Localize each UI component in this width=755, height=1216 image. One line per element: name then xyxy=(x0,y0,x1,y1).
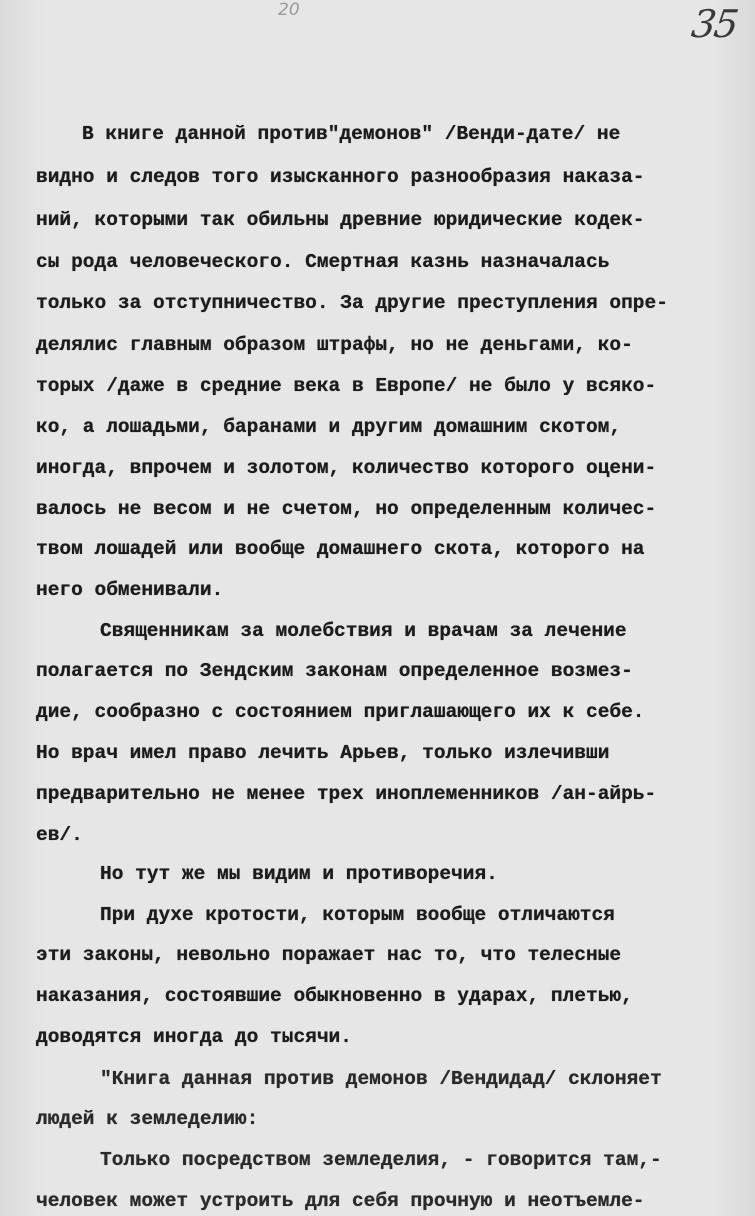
text-line: полагается по Зендским законам определенное возмез- xyxy=(36,660,633,682)
text-line: ев/. xyxy=(36,824,83,846)
text-line: делялис главным образом штрафы, но не деньгами, ко- xyxy=(36,334,633,356)
text-line: людей к земледелию: xyxy=(36,1108,259,1130)
text-line: твом лошадей или вообще домашнего скота, которого на xyxy=(36,538,645,560)
text-line: Священникам за молебствия и врачам за лечение xyxy=(100,620,627,642)
pencil-folio-number: 20 xyxy=(278,0,300,20)
text-line: сы рода человеческого. Смертная казнь назначалась xyxy=(36,251,610,273)
text-line: видно и следов того изысканного разнообразия наказа- xyxy=(36,166,645,188)
text-line: него обменивали. xyxy=(36,579,224,601)
text-line: эти законы, невольно поражает нас то, что телесные xyxy=(36,944,622,966)
text-line: предварительно не менее трех иноплеменников /ан-айрь- xyxy=(36,783,657,805)
text-line: При духе кротости, которым вообще отличаются xyxy=(100,904,615,926)
text-line: "Книга данная против демонов /Вендидад/ склоняет xyxy=(100,1068,662,1090)
text-line: ко, а лошадьми, баранами и другим домашним скотом, xyxy=(36,416,622,438)
text-line: В книге данной против"демонов" /Венди-дате/ не xyxy=(82,123,621,145)
text-line: иногда, впрочем и золотом, количество которого оцени- xyxy=(36,457,657,479)
text-line: торых /даже в средние века в Европе/ не было у всяко- xyxy=(36,375,657,397)
text-line: человек может устроить для себя прочную и неотъемле- xyxy=(36,1190,645,1212)
text-line: Только посредством земледелия, - говорится там,- xyxy=(100,1149,662,1171)
text-line: только за отступничество. За другие преступления опре- xyxy=(36,292,668,314)
handwritten-page-number: 35 xyxy=(688,2,740,46)
text-line: Но тут же мы видим и противоречия. xyxy=(100,863,498,885)
text-line: Но врач имел право лечить Арьев, только излечивши xyxy=(36,742,610,764)
text-line: дие, сообразно с состоянием приглашающего их к себе. xyxy=(36,701,645,723)
text-line: ний, которыми так обильны древние юридические кодек- xyxy=(36,209,645,231)
text-line: наказания, состоявшие обыкновенно в ударах, плетью, xyxy=(36,985,633,1007)
text-line: валось не весом и не счетом, но определенным количес- xyxy=(36,498,657,520)
text-line: доводятся иногда до тысячи. xyxy=(36,1026,352,1048)
